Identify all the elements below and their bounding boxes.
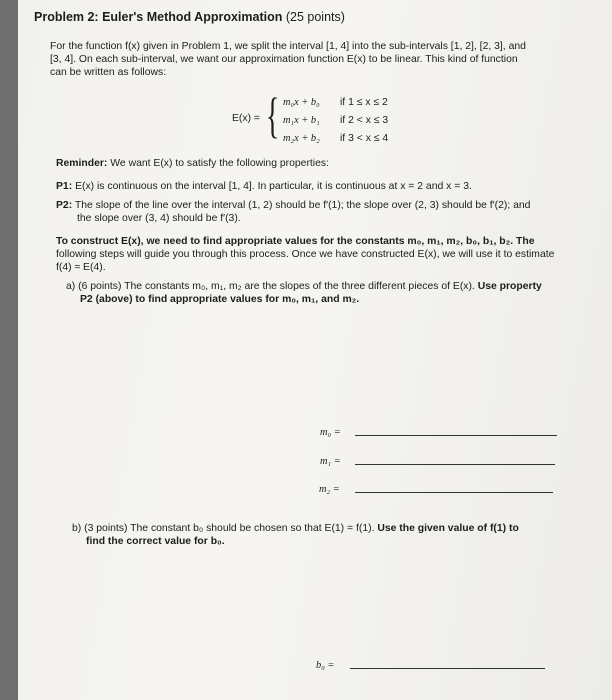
part-a-line-2: P2 (above) to find appropriate values for m₀, m₁, and m₂. <box>80 294 360 305</box>
piece-1-expr: m₁x + b₁ <box>283 115 320 126</box>
reminder-label: Reminder: <box>56 158 108 169</box>
part-b-line-1 <box>72 522 519 535</box>
part-b-label: b) <box>72 523 82 534</box>
part-a-bold: Use property <box>477 281 542 292</box>
intro-line-1: For the function f(x) given in Problem 1, we split the interval [1, 4] into the sub-intervals [1, 2], [2, 3], and <box>50 41 526 52</box>
piece-0-expr: m₀x + b₀ <box>283 97 320 108</box>
part-a-line-1 <box>66 280 542 293</box>
b0-answer-blank[interactable] <box>350 668 545 669</box>
problem-title-text: Problem 2: Euler's Method Approximation <box>34 10 283 24</box>
p2-text-line-2: the slope over (3, 4) should be f′(3). <box>77 213 241 224</box>
m2-answer-blank[interactable] <box>355 492 553 493</box>
p1-text: E(x) is continuous on the interval [1, 4]. In particular, it is continuous at x = 2 and x = 3. <box>75 181 472 192</box>
p2-label: P2: <box>56 200 73 211</box>
part-a-label: a) <box>66 281 76 292</box>
piece-1-cond: if 2 < x ≤ 3 <box>340 115 389 126</box>
reminder-text: We want E(x) to satisfy the following properties: <box>110 158 329 169</box>
m0-answer-blank[interactable] <box>355 435 557 436</box>
reminder <box>56 157 329 170</box>
construct-line-1: To construct E(x), we need to find appropriate values for the constants m₀, m₁, m₂, b₀, b₁, b₂. The <box>56 236 535 247</box>
piece-0-cond: if 1 ≤ x ≤ 2 <box>340 97 388 108</box>
piecewise-lhs: E(x) = <box>232 113 261 124</box>
b0-answer-label: b₀ = <box>316 660 335 671</box>
piece-2-cond: if 3 < x ≤ 4 <box>340 133 389 144</box>
p2-text-line-1: The slope of the line over the interval (1, 2) should be f′(1); the slope over (2, 3) should be f′(2); and <box>74 200 531 211</box>
problem-title <box>34 10 345 24</box>
m2-answer-label: m₂ = <box>319 484 340 495</box>
m1-answer-blank[interactable] <box>355 464 555 465</box>
property-p1 <box>56 180 472 193</box>
p1-label: P1: <box>56 181 73 192</box>
construct-line-3: f(4) ≈ E(4). <box>56 262 106 273</box>
part-a-text: (6 points) The constants m₀, m₁, m₂ are the slopes of the three different pieces of E(x). <box>78 281 475 292</box>
part-b-bold: Use the given value of f(1) to <box>377 523 519 534</box>
property-p2 <box>56 199 530 212</box>
intro-line-3: can be written as follows: <box>50 67 167 78</box>
piece-2-expr: m₂x + b₂ <box>283 133 320 144</box>
m0-answer-label: m₀ = <box>320 427 341 438</box>
problem-points: (25 points) <box>285 10 345 24</box>
part-b-line-2: find the correct value for b₀. <box>86 536 225 547</box>
part-b-text: (3 points) The constant b₀ should be chosen so that E(1) = f(1). <box>84 523 375 534</box>
intro-line-2: [3, 4]. On each sub-interval, we want our approximation function E(x) to be linear. This kind of function <box>50 54 518 65</box>
m1-answer-label: m₁ = <box>320 456 341 467</box>
left-brace: { <box>266 87 280 143</box>
construct-line-2: following steps will guide you through this process. Once we have constructed E(x), we will use it to estimate <box>56 249 555 260</box>
